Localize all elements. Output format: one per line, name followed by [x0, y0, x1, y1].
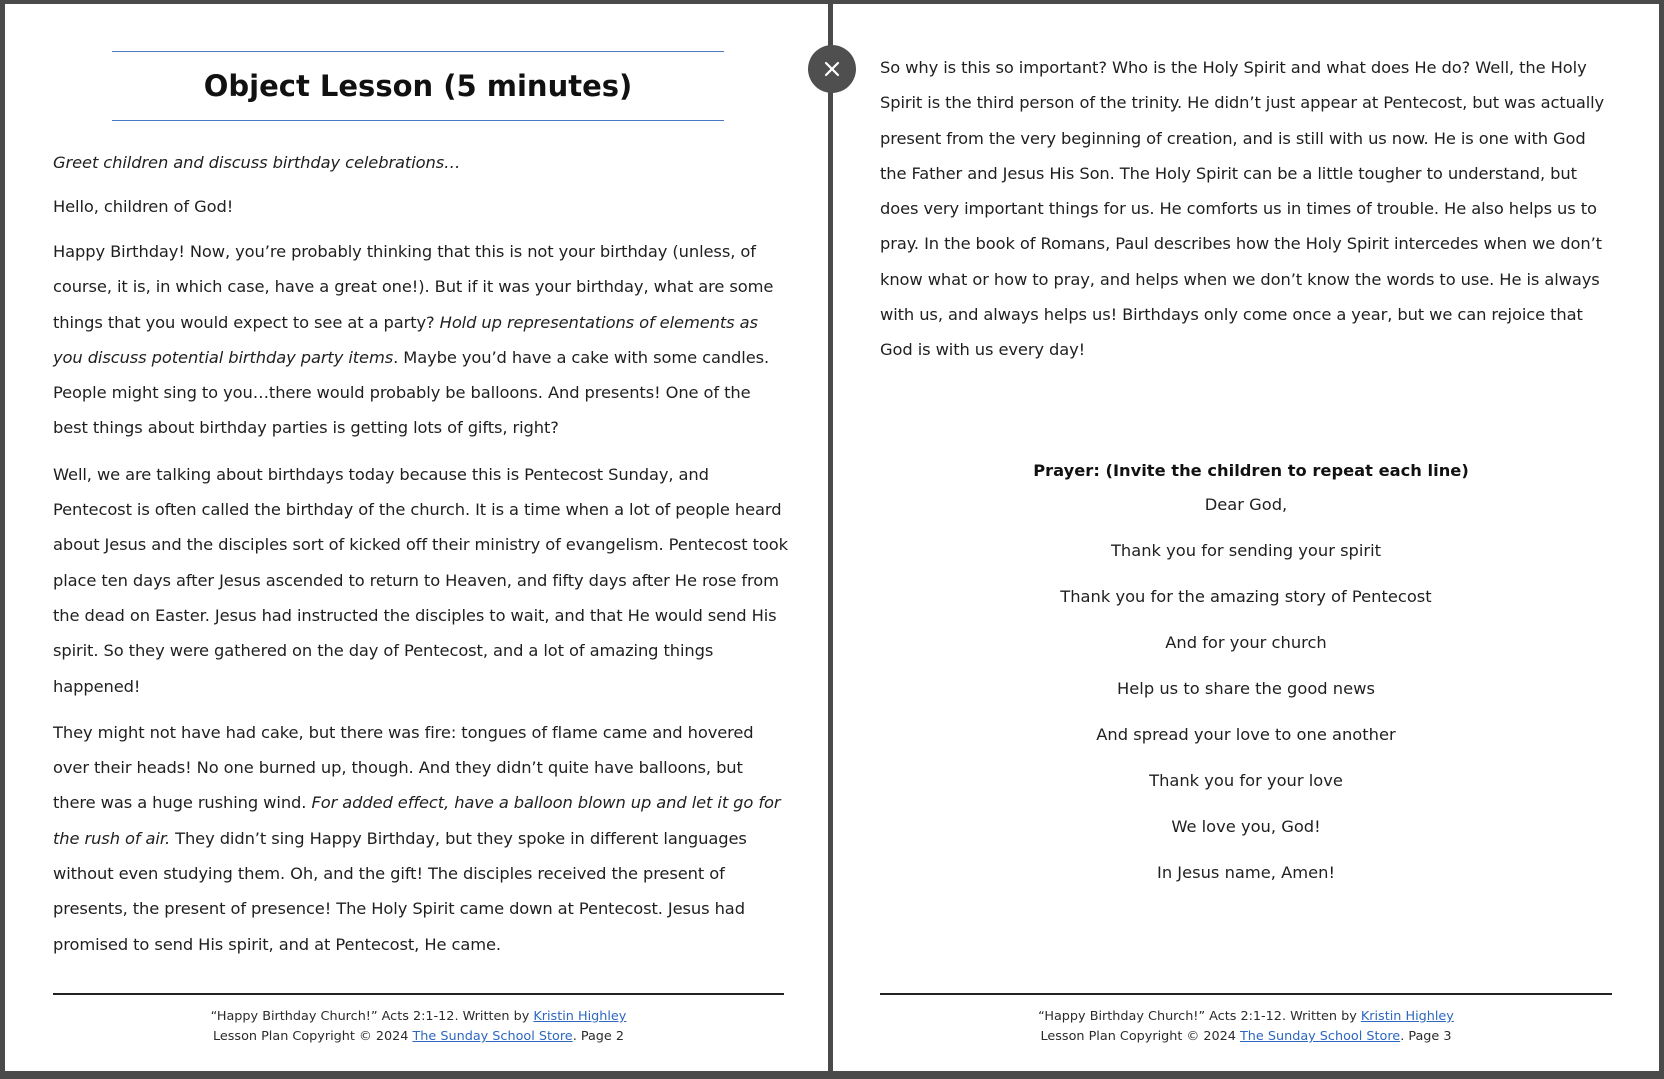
page-title: Object Lesson (5 minutes)	[203, 69, 633, 103]
store-link[interactable]: The Sunday School Store	[412, 1029, 573, 1044]
prayer-line: Help us to share the good news	[1117, 679, 1375, 698]
footer-citation: “Happy Birthday Church!” Acts 2:1-12. Written by	[210, 1009, 534, 1024]
fire-wind-paragraph-part-2: They didn’t sing Happy Birthday, but they spoke in different languages without even studying them. Oh, and the gift! The disciples received the present of presents, the present of presence! The Holy Spirit came down at Pentecost. Jesus had promised to send His spirit, and at Pentecost, He came.	[53, 828, 747, 954]
page-footer	[880, 1007, 1612, 1047]
prayer-line: Thank you for your love	[1149, 771, 1343, 790]
footer-divider	[880, 993, 1612, 995]
birthday-paragraph-part-2: . Maybe you’d have a cake with some candles. People might sing to you…there would probably be balloons. And presents! One of the best things about birthday parties is getting lots of gifts, right?	[53, 347, 770, 438]
fire-wind-paragraph-instruction: For added effect, have a balloon blown up and let it go for the rush of air.	[53, 793, 781, 848]
footer-divider	[53, 993, 784, 995]
prayer-line: And spread your love to one another	[1096, 725, 1396, 744]
intro-instruction-text: Greet children and discuss birthday celebrations…	[53, 153, 461, 172]
document-page-2	[5, 4, 828, 1071]
page-3-body	[880, 50, 1615, 379]
birthday-paragraph-instruction: Hold up representations of elements as you discuss potential birthday party items	[53, 312, 758, 367]
page-number: . Page 3	[1400, 1029, 1452, 1044]
pentecost-paragraph: Well, we are talking about birthdays today because this is Pentecost Sunday, and Pentecost is often called the birthday of the church. It is a time when a lot of people heard about Jesus and the disciples sort of kicked off their ministry of evangelism. Pentecost took place ten days after Jesus ascended to return to Heaven, and fifty days after He rose from the dead on Easter. Jesus had instructed the disciples to wait, and that He would send His spirit. So they were gathered on the day of Pentecost, and a lot of amazing things happened!	[53, 464, 788, 696]
prayer-heading: Prayer: (Invite the children to repeat each line)	[1033, 461, 1469, 480]
fire-wind-paragraph-part-1: They might not have had cake, but there was fire: tongues of flame came and hovered over their heads! No one burned up, though. And they didn’t quite have balloons, but there was a huge rushing wind.	[53, 722, 754, 813]
holy-spirit-paragraph: So why is this so important? Who is the Holy Spirit and what does He do? Well, the Holy Spirit is the third person of the trinity. He didn’t just appear at Pentecost, but was actually present from the very beginning of creation, and is still with us now. He is one with God the Father and Jesus His Son. The Holy Spirit can be a little tougher to understand, but does very important things for us. He comforts us in times of trouble. He also helps us to pray. In the book of Romans, Paul describes how the Holy Spirit intercedes when we don’t know what or how to pray, and helps when we don’t know the words to use. He is always with us, and always helps us! Birthdays only come once a year, but we can rejoice that God is with us every day!	[880, 58, 1605, 360]
close-icon	[822, 59, 842, 79]
footer-line-1	[880, 1007, 1612, 1027]
page-2-body	[53, 146, 788, 973]
birthday-paragraph	[53, 234, 788, 446]
page-number: . Page 2	[572, 1029, 625, 1044]
document-page-3	[833, 4, 1659, 1071]
close-button[interactable]	[808, 45, 856, 93]
footer-line-2	[53, 1027, 784, 1047]
footer-citation: “Happy Birthday Church!” Acts 2:1-12. Written by	[1038, 1009, 1361, 1024]
prayer-line: Dear God,	[1204, 495, 1288, 514]
footer-line-1	[53, 1007, 784, 1027]
intro-instruction	[53, 146, 788, 180]
prayer-line: In Jesus name, Amen!	[1157, 863, 1335, 882]
prayer-line: Thank you for the amazing story of Pentecost	[1060, 587, 1432, 606]
footer-line-2	[880, 1027, 1612, 1047]
author-link[interactable]: Kristin Highley	[1360, 1009, 1454, 1024]
birthday-paragraph-part-1: Happy Birthday! Now, you’re probably thinking that this is not your birthday (unless, of course, it is, in which case, have a great one!). But if it was your birthday, what are some things that you would expect to see at a party?	[53, 242, 774, 332]
fire-wind-paragraph	[53, 715, 788, 962]
greeting-paragraph: Hello, children of God!	[53, 197, 234, 216]
prayer-line: Thank you for sending your spirit	[1110, 541, 1382, 560]
prayer-section	[833, 460, 1659, 908]
title-block	[112, 51, 724, 121]
store-link[interactable]: The Sunday School Store	[1239, 1029, 1401, 1044]
prayer-line: We love you, God!	[1171, 817, 1321, 836]
author-link[interactable]: Kristin Highley	[533, 1009, 627, 1024]
prayer-line: And for your church	[1165, 633, 1327, 652]
page-footer	[53, 1007, 784, 1047]
footer-copyright: Lesson Plan Copyright © 2024	[1040, 1029, 1240, 1044]
footer-copyright: Lesson Plan Copyright © 2024	[212, 1029, 413, 1044]
